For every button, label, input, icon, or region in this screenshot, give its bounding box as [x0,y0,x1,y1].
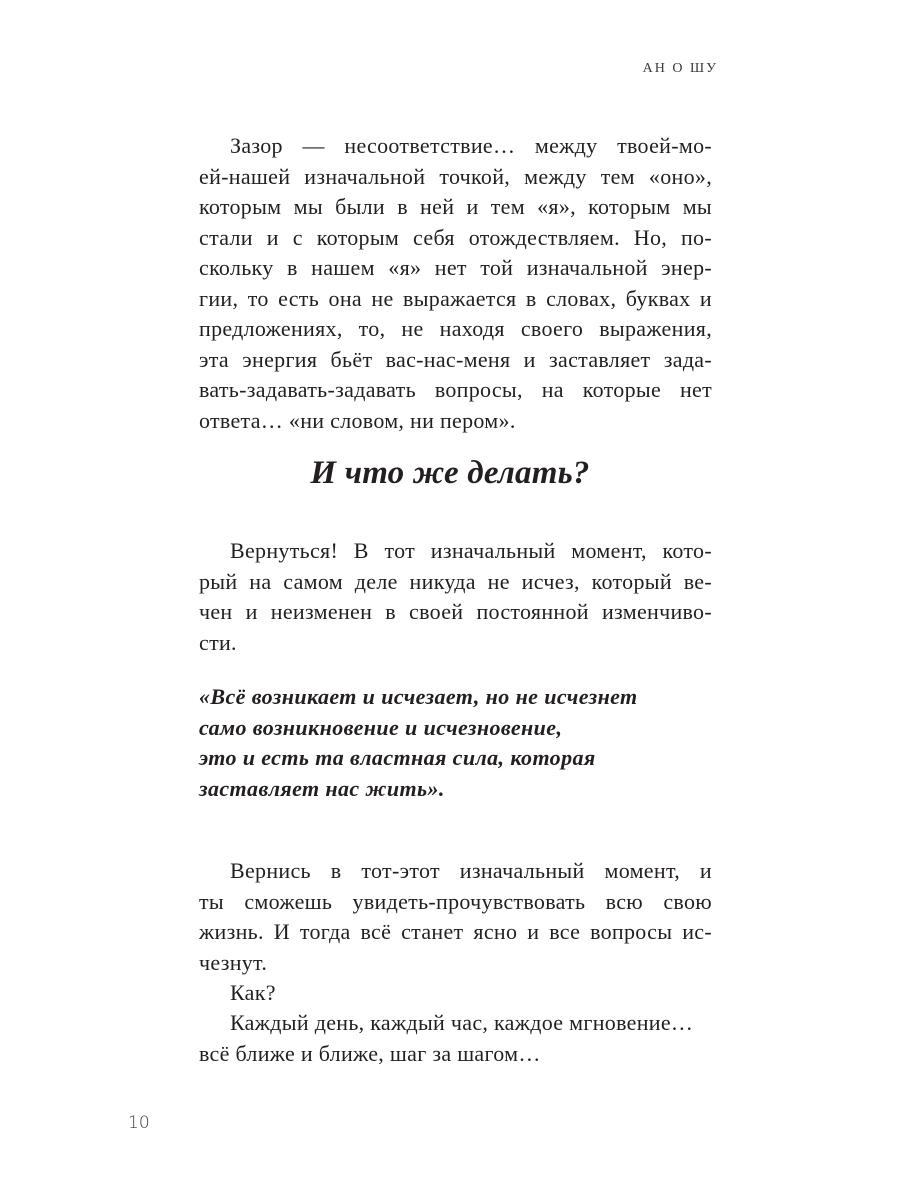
text-line: Каждый день, каждый час, каждое мгновение… [230,1010,694,1035]
paragraph-5 [199,1008,712,1069]
text-line: эта энергия бьёт вас-нас-меня и заставляет зада- [199,346,712,372]
text-line: всё ближе и ближе, шаг за шагом… [199,1040,541,1066]
text-line: рый на самом деле никуда не исчез, который ве- [199,568,712,594]
quote-line: само возникновение и исчезновение, [199,714,563,740]
paragraph-4 [199,978,712,1009]
paragraph-3 [199,856,712,978]
paragraph-2 [199,536,712,658]
running-head-author: АН О ШУ [642,61,718,76]
quote-line: это и есть та властная сила, которая [199,745,596,770]
text-line: Вернись в тот-этот изначальный момент, и [230,858,712,883]
text-line: сти. [199,629,237,655]
text-line: которым мы были в ней и тем «я», которым мы [199,194,712,219]
text-line: ответа… «ни словом, ни пером». [199,407,516,433]
text-line: Как? [230,980,276,1005]
text-line: Зазор — несоответствие… между твоей-мо- [230,133,712,158]
text-line: Вернуться! В тот изначальный момент, кото- [230,538,712,563]
text-line: предложениях, то, не находя своего выражения, [199,316,712,341]
block-quote [199,682,712,804]
text-line: ей-нашей изначальной точкой, между тем «оно», [199,163,712,189]
quote-line: заставляет нас жить». [199,775,445,801]
quote-line: «Всё возникает и исчезает, но не исчезнет [199,684,638,709]
page-number: 10 [128,1113,150,1133]
section-heading: И что же делать? [310,455,590,491]
text-line: скольку в нашем «я» нет той изначальной энер- [199,255,712,280]
paragraph-1 [199,131,712,436]
text-line: жизнь. И тогда всё станет ясно и все вопросы ис- [199,919,712,944]
text-line: ты сможешь увидеть-прочувствовать всю свою [199,888,712,914]
text-line: гии, то есть она не выражается в словах, буквах и [199,285,712,311]
text-line: чезнут. [199,949,268,975]
text-line: чен и неизменен в своей постоянной изменчиво- [199,599,712,624]
text-line: вать-задавать-задавать вопросы, на которые нет [199,377,712,402]
text-line: стали и с которым себя отождествляем. Но, по- [199,224,712,250]
